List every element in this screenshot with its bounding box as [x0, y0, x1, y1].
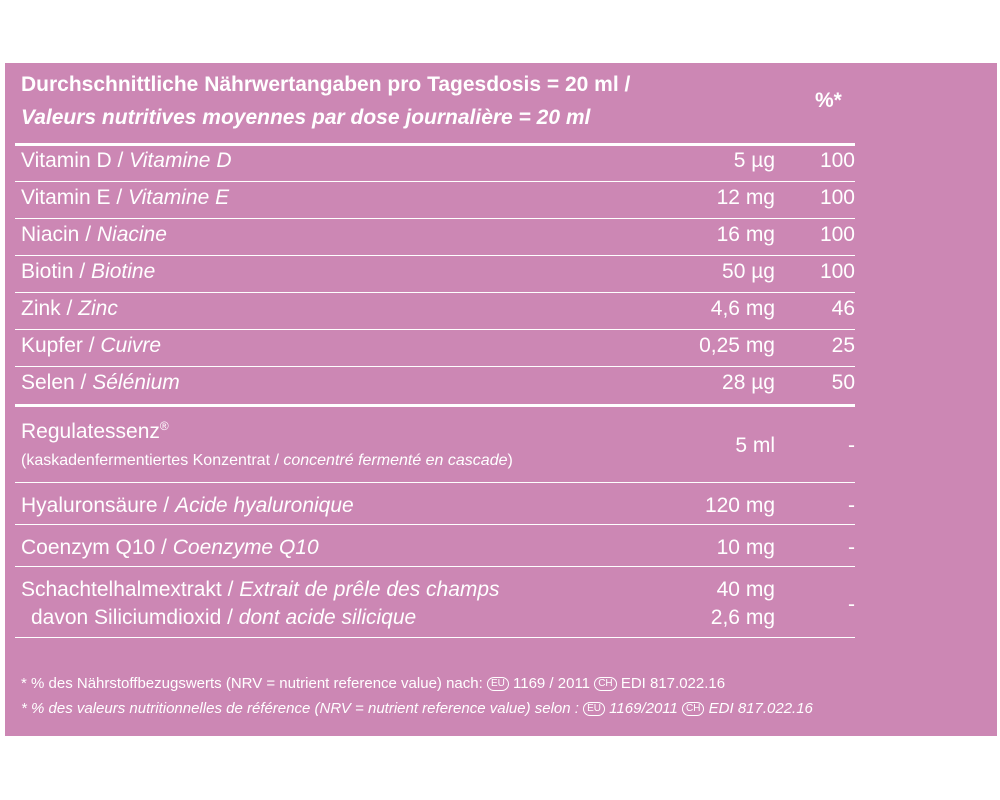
percent-header: %*	[815, 89, 842, 112]
horsetail-name: Schachtelhalmextrakt / Extrait de prêle des champs	[21, 578, 500, 601]
row-divider	[15, 181, 855, 182]
coq10-percent: -	[848, 536, 855, 559]
ch-icon: CH	[594, 677, 616, 691]
row-divider	[15, 292, 855, 293]
row-divider	[15, 637, 855, 638]
silica-amount: 2,6 mg	[710, 606, 775, 629]
horsetail-percent: -	[848, 593, 855, 616]
row-divider	[15, 566, 855, 567]
header-line-de: Durchschnittliche Nährwertangaben pro Tagesdosis = 20 ml /	[21, 73, 631, 96]
nutrient-name: Vitamin D / Vitamine D	[21, 149, 232, 172]
eu-icon: EU	[487, 677, 509, 691]
nutrient-amount: 50 µg	[722, 260, 775, 283]
header-divider	[15, 143, 855, 146]
hyaluron-amount: 120 mg	[704, 494, 775, 517]
regulatessenz-amount: 5 ml	[735, 434, 775, 457]
nutrient-percent: 100	[819, 260, 855, 283]
row-divider	[15, 482, 855, 483]
nutrient-name: Biotin / Biotine	[21, 260, 156, 283]
nutrient-percent: 25	[831, 334, 855, 357]
nutrient-amount: 28 µg	[722, 371, 775, 394]
nutrient-name: Zink / Zinc	[21, 297, 118, 320]
footnote-fr: * % des valeurs nutritionnelles de référence (NRV = nutrient reference value) selon : EU 1169/2011 CH EDI 817.022.16	[21, 700, 813, 717]
eu-icon: EU	[583, 702, 605, 716]
horsetail-amount: 40 mg	[716, 578, 775, 601]
coq10-name: Coenzym Q10 / Coenzyme Q10	[21, 536, 319, 559]
row-divider	[15, 524, 855, 525]
nutrient-amount: 5 µg	[733, 149, 775, 172]
row-divider	[15, 218, 855, 219]
nutrient-percent: 100	[819, 149, 855, 172]
nutrient-amount: 12 mg	[716, 186, 775, 209]
row-divider	[15, 329, 855, 330]
header-line-fr: Valeurs nutritives moyennes par dose journalière = 20 ml	[21, 106, 591, 129]
nutrient-name: Vitamin E / Vitamine E	[21, 186, 230, 209]
regulatessenz-description: (kaskadenfermentiertes Konzentrat / concentré fermenté en cascade)	[21, 452, 513, 469]
coq10-amount: 10 mg	[716, 536, 775, 559]
minerals-divider	[15, 404, 855, 407]
nutrient-percent: 46	[831, 297, 855, 320]
ch-icon: CH	[682, 702, 704, 716]
regulatessenz-percent: -	[848, 434, 855, 457]
nutrient-name: Selen / Sélénium	[21, 371, 180, 394]
nutrition-panel	[5, 63, 997, 736]
row-divider	[15, 366, 855, 367]
nutrient-percent: 100	[819, 223, 855, 246]
hyaluron-name: Hyaluronsäure / Acide hyaluronique	[21, 494, 354, 517]
nutrient-percent: 100	[819, 186, 855, 209]
footnote-de: * % des Nährstoffbezugswerts (NRV = nutrient reference value) nach: EU 1169 / 2011 CH EDI 817.022.16	[21, 675, 726, 692]
nutrient-name: Kupfer / Cuivre	[21, 334, 162, 357]
row-divider	[15, 255, 855, 256]
silica-name: davon Siliciumdioxid / dont acide silicique	[31, 606, 417, 629]
nutrient-amount: 16 mg	[716, 223, 775, 246]
hyaluron-percent: -	[848, 494, 855, 517]
regulatessenz-name: Regulatessenz®	[21, 419, 169, 443]
nutrient-name: Niacin / Niacine	[21, 223, 167, 246]
nutrient-amount: 4,6 mg	[710, 297, 775, 320]
nutrient-amount: 0,25 mg	[699, 334, 775, 357]
nutrient-percent: 50	[831, 371, 855, 394]
